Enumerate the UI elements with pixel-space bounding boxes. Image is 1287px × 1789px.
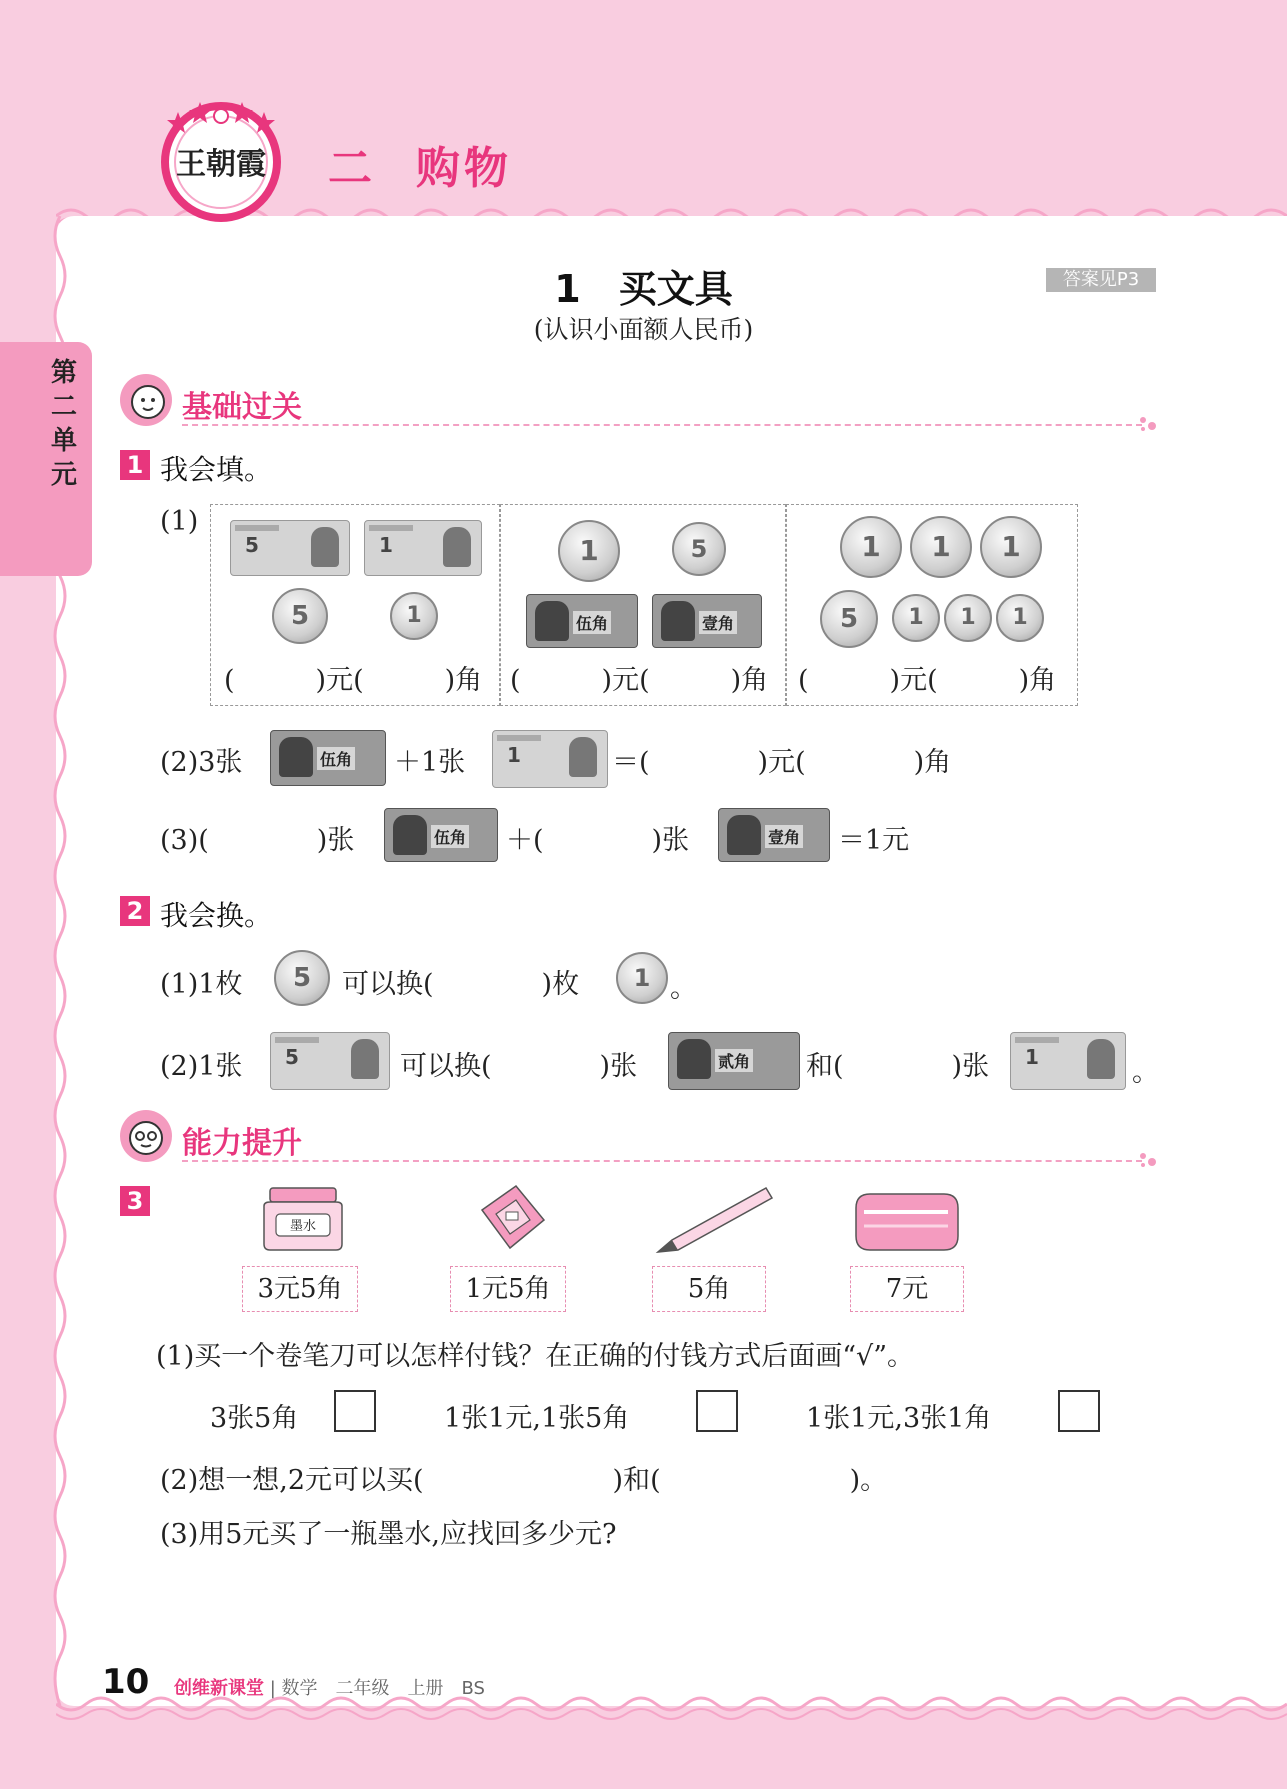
coin-5-jiao: 5 bbox=[274, 950, 330, 1006]
pencil-case-icon bbox=[848, 1186, 964, 1256]
sub-question-2-middle: 可以换( )张 bbox=[400, 1051, 638, 1082]
brand-logo bbox=[158, 96, 284, 222]
coin-1-yuan: 1 bbox=[910, 516, 972, 578]
checkbox-option-3[interactable] bbox=[1058, 1390, 1100, 1432]
ink-bottle-icon bbox=[258, 1184, 348, 1254]
pencil-sharpener-icon bbox=[472, 1180, 552, 1256]
sub-question-2-end: 。 bbox=[1132, 1057, 1159, 1088]
svg-text:王朝霞: 王朝霞 bbox=[176, 147, 266, 182]
coin-1-jiao: 1 bbox=[944, 594, 992, 642]
payment-option-2: 1张1元,1张5角 bbox=[444, 1403, 630, 1434]
coin-5-jiao: 5 bbox=[820, 590, 878, 648]
answer-blank-yuan-jiao: ( )元( )角 bbox=[224, 665, 483, 696]
sub-question-2-answer: ＝( )元( )角 bbox=[612, 747, 952, 778]
question-number: 2 bbox=[120, 896, 150, 926]
side-tab-label: 第二单元 bbox=[50, 358, 77, 490]
sub-question-3-prefix: (3)( )张 bbox=[160, 825, 355, 856]
side-tab-unit bbox=[0, 342, 92, 576]
coin-1-jiao: 1 bbox=[390, 592, 438, 640]
sub-question-3-answer: ＝1元 bbox=[838, 825, 910, 856]
sub-question-2: (2)想一想,2元可以买( )和( )。 bbox=[160, 1465, 888, 1496]
sub-question-label: (1) bbox=[160, 506, 199, 537]
banknote-5-yuan: 5 bbox=[230, 520, 350, 576]
cartoon-boy-icon bbox=[118, 1108, 174, 1164]
coin-1-yuan: 1 bbox=[558, 520, 620, 582]
decorative-dots-icon bbox=[1138, 416, 1158, 432]
price-label-pencil-case: 7元 bbox=[850, 1266, 964, 1312]
section-title: 能力提升 bbox=[182, 1126, 302, 1161]
price-label-sharpener: 1元5角 bbox=[450, 1266, 566, 1312]
coin-1-jiao: 1 bbox=[892, 594, 940, 642]
answer-reference-badge: 答案见P3 bbox=[1046, 268, 1156, 292]
question-title: 我会填。 bbox=[160, 453, 273, 486]
checkbox-option-2[interactable] bbox=[696, 1390, 738, 1432]
lesson-title: 1 买文具 bbox=[554, 267, 733, 311]
footer-brand: 创维新课堂 bbox=[174, 1678, 264, 1699]
answer-blank-yuan-jiao: ( )元( )角 bbox=[510, 665, 769, 696]
footer-info bbox=[174, 1674, 485, 1700]
coin-5-jiao: 5 bbox=[272, 588, 328, 644]
section-header-advanced bbox=[118, 1108, 1158, 1168]
sub-question-2-prefix: (2)3张 bbox=[160, 747, 243, 778]
sub-question-1-prefix: (1)1枚 bbox=[160, 969, 243, 1000]
banknote-1-yuan: 1 bbox=[1010, 1032, 1126, 1090]
banknote-5-jiao: 伍角 bbox=[526, 594, 638, 648]
banknote-5-jiao: 伍角 bbox=[384, 808, 498, 862]
unit-name: 购物 bbox=[416, 143, 512, 194]
cartoon-girl-icon bbox=[118, 372, 174, 428]
answer-blank-yuan-jiao: ( )元( )角 bbox=[798, 665, 1057, 696]
question-title: 我会换。 bbox=[160, 899, 273, 932]
sub-question-2-and: 和( )张 bbox=[806, 1051, 990, 1082]
coin-1-yuan: 1 bbox=[840, 516, 902, 578]
sub-question-1-middle: 可以换( )枚 bbox=[342, 969, 580, 1000]
banknote-1-jiao: 壹角 bbox=[652, 594, 762, 648]
checkbox-option-1[interactable] bbox=[334, 1390, 376, 1432]
coin-5-jiao: 5 bbox=[672, 522, 726, 576]
section-title: 基础过关 bbox=[182, 390, 302, 425]
lesson-subtitle: (认识小面额人民币) bbox=[533, 315, 754, 344]
sub-question-1: (1)买一个卷笔刀可以怎样付钱？在正确的付钱方式后面画“√”。 bbox=[156, 1341, 915, 1372]
decorative-dots-icon bbox=[1138, 1152, 1158, 1168]
svg-text:墨水: 墨水 bbox=[289, 1219, 317, 1234]
price-label-pencil: 5角 bbox=[652, 1266, 766, 1312]
coin-1-jiao: 1 bbox=[616, 952, 668, 1004]
sub-question-3: (3)用5元买了一瓶墨水,应找回多少元? bbox=[160, 1519, 617, 1550]
banknote-5-yuan: 5 bbox=[270, 1032, 390, 1090]
coin-1-jiao: 1 bbox=[996, 594, 1044, 642]
pencil-icon bbox=[652, 1182, 776, 1258]
sub-question-2-prefix: (2)1张 bbox=[160, 1051, 243, 1082]
page-number: 10 bbox=[102, 1662, 150, 1702]
sub-question-2-middle: ＋1张 bbox=[394, 747, 466, 778]
banknote-1-yuan: 1 bbox=[492, 730, 608, 788]
unit-number: 二 bbox=[328, 143, 376, 194]
unit-title bbox=[328, 132, 512, 196]
coin-1-yuan: 1 bbox=[980, 516, 1042, 578]
footer-details: | 数学 二年级 上册 BS bbox=[269, 1678, 485, 1699]
banknote-2-jiao: 贰角 bbox=[668, 1032, 800, 1090]
banknote-1-jiao: 壹角 bbox=[718, 808, 830, 862]
section-header-basic bbox=[118, 372, 1158, 432]
banknote-1-yuan: 1 bbox=[364, 520, 482, 576]
sub-question-3-middle: ＋( )张 bbox=[506, 825, 690, 856]
payment-option-3: 1张1元,3张1角 bbox=[806, 1403, 992, 1434]
question-number: 1 bbox=[120, 450, 150, 480]
sub-question-1-end: 。 bbox=[670, 973, 697, 1004]
question-number: 3 bbox=[120, 1186, 150, 1216]
banknote-5-jiao: 伍角 bbox=[270, 730, 386, 786]
price-label-ink: 3元5角 bbox=[242, 1266, 358, 1312]
payment-option-1: 3张5角 bbox=[210, 1403, 299, 1434]
